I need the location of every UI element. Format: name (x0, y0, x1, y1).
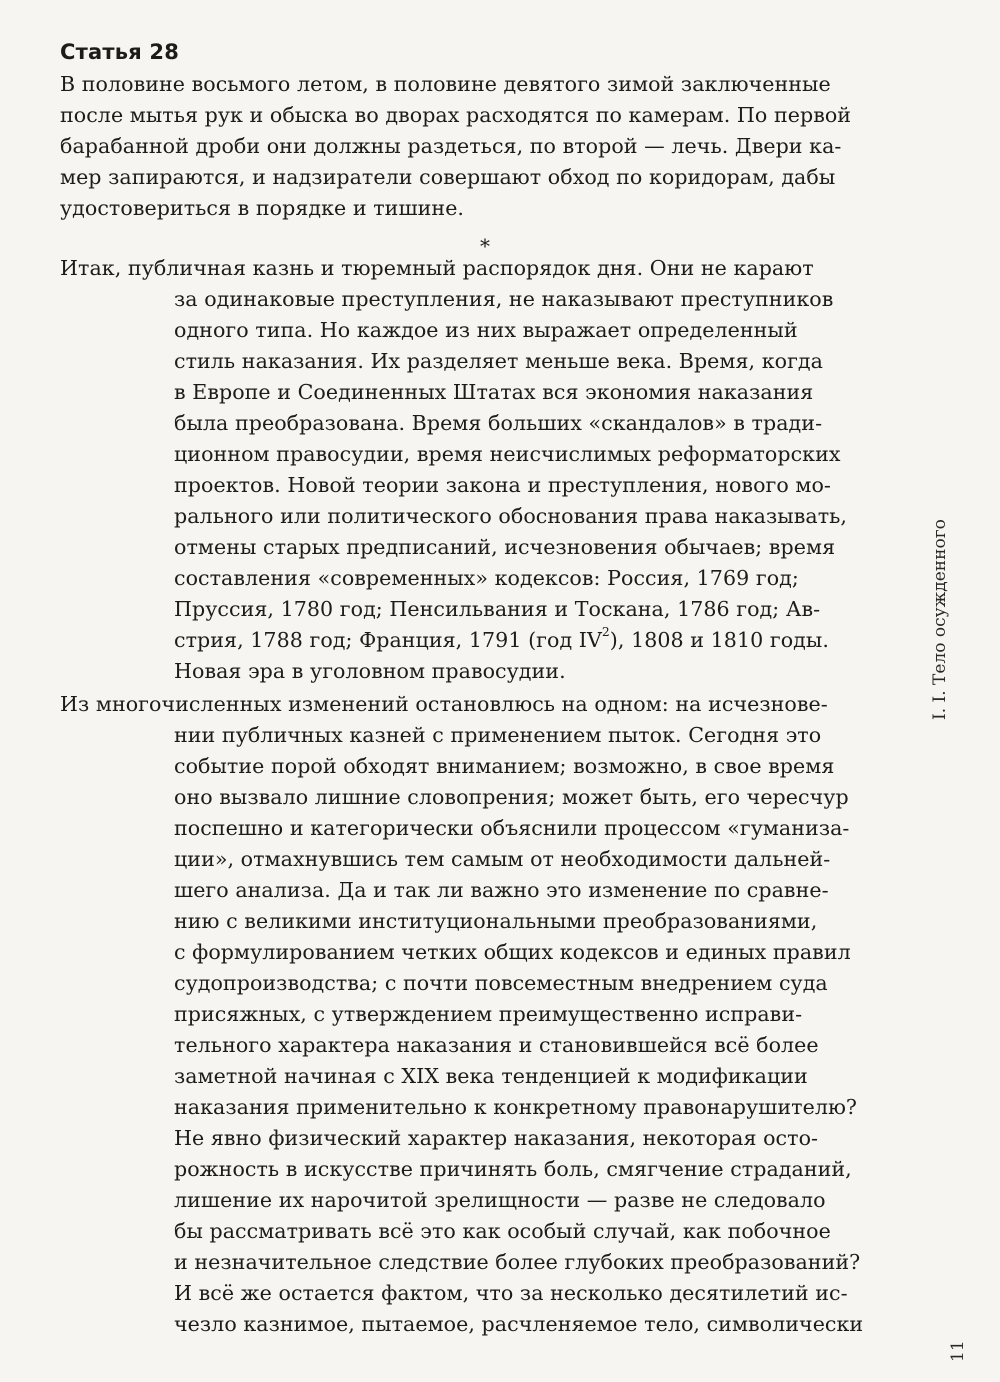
paragraph-line (174, 625, 829, 652)
section-separator: * (480, 234, 490, 258)
paragraph-line: рожность в искусстве причинять боль, смягчение страданий, (174, 1157, 852, 1181)
paragraph-line: чезло казнимое, пытаемое, расчленяемое тело, символически (174, 1312, 864, 1336)
paragraph-line-text: стрия, 1788 год; Франция, 1791 (год IV (174, 628, 602, 652)
paragraph-line: одного типа. Но каждое из них выражает определенный (174, 318, 798, 342)
paragraph-line: Из многочисленных изменений остановлюсь на одном: на исчезнове- (60, 692, 828, 716)
paragraph-line: оно вызвало лишние словопрения; может быть, его чересчур (174, 785, 849, 809)
paragraph-line: в Европе и Соединенных Штатах вся экономия наказания (174, 380, 814, 404)
paragraph-line: событие порой обходят вниманием; возможно, в свое время (174, 754, 835, 778)
paragraph-line: за одинаковые преступления, не наказывают преступников (174, 287, 834, 311)
paragraph-line: рального или политического обоснования права наказывать, (174, 504, 848, 528)
paragraph-line: отмены старых предписаний, исчезновения обычаев; время (174, 535, 836, 559)
paragraph-line: Не явно физический характер наказания, некоторая осто- (174, 1126, 819, 1150)
paragraph-line: присяжных, с утверждением преимущественно исправи- (174, 1002, 803, 1026)
running-head: I. I. Тело осужденного (930, 519, 950, 720)
paragraph-line: нию с великими институциональными преобразованиями, (174, 909, 818, 933)
paragraph-line: ции», отмахнувшись тем самым от необходимости дальней- (174, 847, 831, 871)
paragraph-line: проектов. Новой теории закона и преступления, нового мо- (174, 473, 831, 497)
paragraph-line: ционном правосудии, время неисчислимых реформаторских (174, 442, 841, 466)
paragraph-line-text: ), 1808 и 1810 годы. (609, 628, 829, 652)
paragraph-line: заметной начиная с XIX века тенденцией к модификации (174, 1064, 808, 1088)
paragraph-line: стиль наказания. Их разделяет меньше века. Время, когда (174, 349, 823, 373)
paragraph-line: Новая эра в уголовном правосудии. (174, 659, 566, 683)
paragraph-line: с формулированием четких общих кодексов и единых правил (174, 940, 851, 964)
paragraph-line: тельного характера наказания и становившейся всё более (174, 1033, 819, 1057)
article-line: после мытья рук и обыска во дворах расходятся по камерам. По первой (60, 103, 852, 127)
paragraph-line: лишение их нарочитой зрелищности — разве не следовало (174, 1188, 826, 1212)
paragraph-line: И всё же остается фактом, что за несколько десятилетий ис- (174, 1281, 848, 1305)
footnote-reference[interactable]: 2 (601, 625, 610, 639)
article-line: В половине восьмого летом, в половине девятого зимой заключенные (60, 72, 831, 96)
paragraph-line: Пруссия, 1780 год; Пенсильвания и Тоскана, 1786 год; Ав- (174, 597, 821, 621)
paragraph-line: и незначительное следствие более глубоких преобразований? (174, 1250, 861, 1274)
paragraph-line: составления «современных» кодексов: Россия, 1769 год; (174, 566, 799, 590)
article-line: барабанной дроби они должны раздеться, по второй — лечь. Двери ка- (60, 134, 842, 158)
paragraph-line: нии публичных казней с применением пыток. Сегодня это (174, 723, 822, 747)
paragraph-line: бы рассматривать всё это как особый случай, как побочное (174, 1219, 831, 1243)
paragraph-line: шего анализа. Да и так ли важно это изменение по сравне- (174, 878, 829, 902)
article-line: мер запираются, и надзиратели совершают обход по коридорам, дабы (60, 165, 836, 189)
paragraph-line: наказания применительно к конкретному правонарушителю? (174, 1095, 858, 1119)
article-heading: Статья 28 (60, 40, 180, 64)
paragraph-line: поспешно и категорически объяснили процессом «гуманиза- (174, 816, 850, 840)
page-number: 11 (948, 1340, 968, 1362)
paragraph-line: была преобразована. Время больших «скандалов» в тради- (174, 411, 823, 435)
paragraph-line: Итак, публичная казнь и тюремный распорядок дня. Они не карают (60, 256, 814, 280)
article-line: удостовериться в порядке и тишине. (60, 196, 465, 220)
paragraph-line: судопроизводства; с почти повсеместным внедрением суда (174, 971, 828, 995)
